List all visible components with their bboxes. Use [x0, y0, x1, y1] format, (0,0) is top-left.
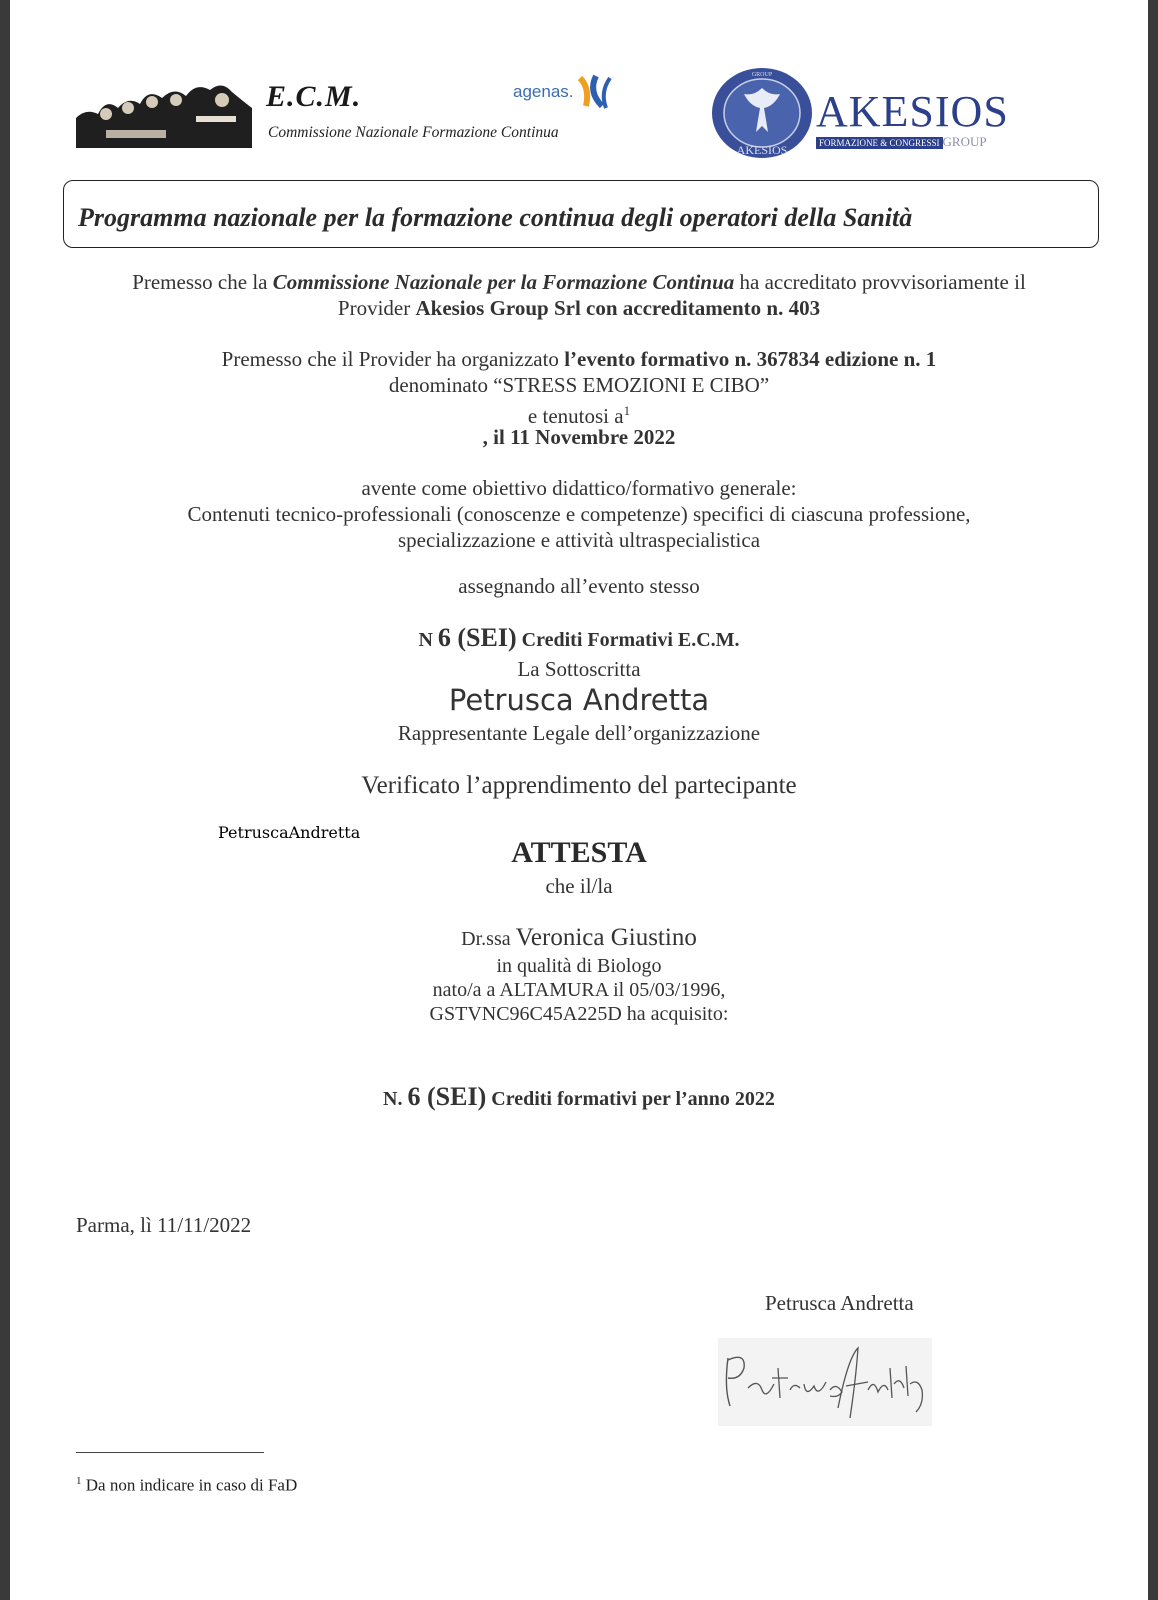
agenas-mark-icon	[576, 74, 616, 110]
event-name: denominato “STRESS EMOZIONI E CIBO”	[388, 373, 770, 397]
intro-line-2	[10, 295, 1148, 321]
ecm-title: E.C.M.	[266, 80, 362, 113]
intro-line-1	[10, 269, 1148, 295]
participant-title: Dr.ssa	[461, 928, 516, 950]
event-number: l’evento formativo n. 367834 edizione n. 1	[564, 347, 937, 371]
footnote-divider	[76, 1452, 264, 1453]
participant-name-line	[10, 924, 1148, 952]
agenas-label: agenas	[513, 82, 569, 101]
ecm-subtitle: Commissione Nazionale Formazione Continua	[268, 124, 559, 141]
program-title: Programma nazionale per la formazione continua degli operatori della Sanità	[78, 203, 913, 232]
assign-text: assegnando all’evento stesso	[458, 574, 700, 598]
akesios-group-label: GROUP	[942, 134, 987, 149]
signatory-name: Petrusca Andretta	[448, 683, 710, 717]
intro-text: Provider	[337, 296, 416, 320]
signatory-intro: La Sottoscritta	[517, 657, 641, 681]
event-date: , il 11 Novembre 2022	[482, 425, 676, 449]
akesios-tagline-row	[816, 131, 987, 150]
akesios-seal-top-text: GROUP	[751, 72, 773, 78]
footnote-text: Da non indicare in caso di FaD	[81, 1475, 298, 1495]
che-il-la: che il/la	[545, 874, 613, 898]
attesta-heading: ATTESTA	[511, 836, 647, 869]
verify-text: Verificato l’apprendimento del partecipante	[361, 772, 797, 799]
akesios-tagline: FORMAZIONE & CONGRESSI	[816, 137, 943, 149]
commission-name: Commissione Nazionale per la Formazione Continua	[272, 270, 735, 294]
credits-label: Crediti Formativi E.C.M.	[516, 629, 740, 651]
objective-text-1: Contenuti tecnico-professionali (conoscenze e competenze) specifici di ciascuna professione,	[187, 502, 971, 526]
program-title-box	[63, 180, 1099, 248]
event-credits	[10, 623, 1148, 653]
participant-name: Veronica Giustino	[515, 924, 697, 951]
participant-qualification: in qualità di Biologo	[496, 955, 662, 977]
credits-prefix: N	[418, 629, 438, 651]
final-credits	[10, 1082, 1148, 1112]
event-line-1	[10, 346, 1148, 372]
certificate-page	[10, 0, 1148, 1600]
signatory-role: Rappresentante Legale dell’organizzazione	[397, 721, 761, 745]
akesios-seal-text: AKESIOS	[736, 143, 788, 157]
objective-text-2: specializzazione e attività ultraspecialistica	[397, 528, 761, 552]
signature-handwritten-text: PetruscaAndretta	[218, 823, 361, 842]
credits-prefix: N.	[383, 1088, 408, 1110]
intro-text: Premesso che la	[132, 270, 273, 294]
footnote-number: 1	[76, 1475, 82, 1487]
provider-name: Akesios Group Srl con accreditamento n. 403	[415, 296, 821, 320]
credits-label: Crediti formativi per l’anno 2022	[486, 1088, 775, 1110]
akesios-seal-logo	[710, 66, 814, 160]
participant-birth: nato/a a ALTAMURA il 05/03/1996,	[432, 979, 726, 1001]
intro-text: ha accreditato provvisoriamente il	[734, 270, 1026, 294]
akesios-wordmark: AKESIOS	[816, 87, 1009, 136]
credits-number: 6 (SEI)	[407, 1082, 487, 1111]
ecm-painting-logo	[76, 78, 252, 148]
agenas-logo: agenas.	[513, 82, 574, 101]
footnote-mark: 1	[623, 403, 631, 418]
credits-number: 6 (SEI)	[437, 623, 517, 652]
event-text: Premesso che il Provider ha organizzato	[221, 347, 565, 371]
objective-label: avente come obiettivo didattico/formativo generale:	[361, 476, 797, 500]
participant-fiscal-code: GSTVNC96C45A225D ha acquisito:	[429, 1003, 729, 1025]
signature-name: Petrusca Andretta	[765, 1291, 914, 1315]
footnote	[76, 1475, 297, 1496]
event-location-label: e tenutosi a	[527, 404, 624, 428]
place-date: Parma, lì 11/11/2022	[76, 1213, 252, 1237]
